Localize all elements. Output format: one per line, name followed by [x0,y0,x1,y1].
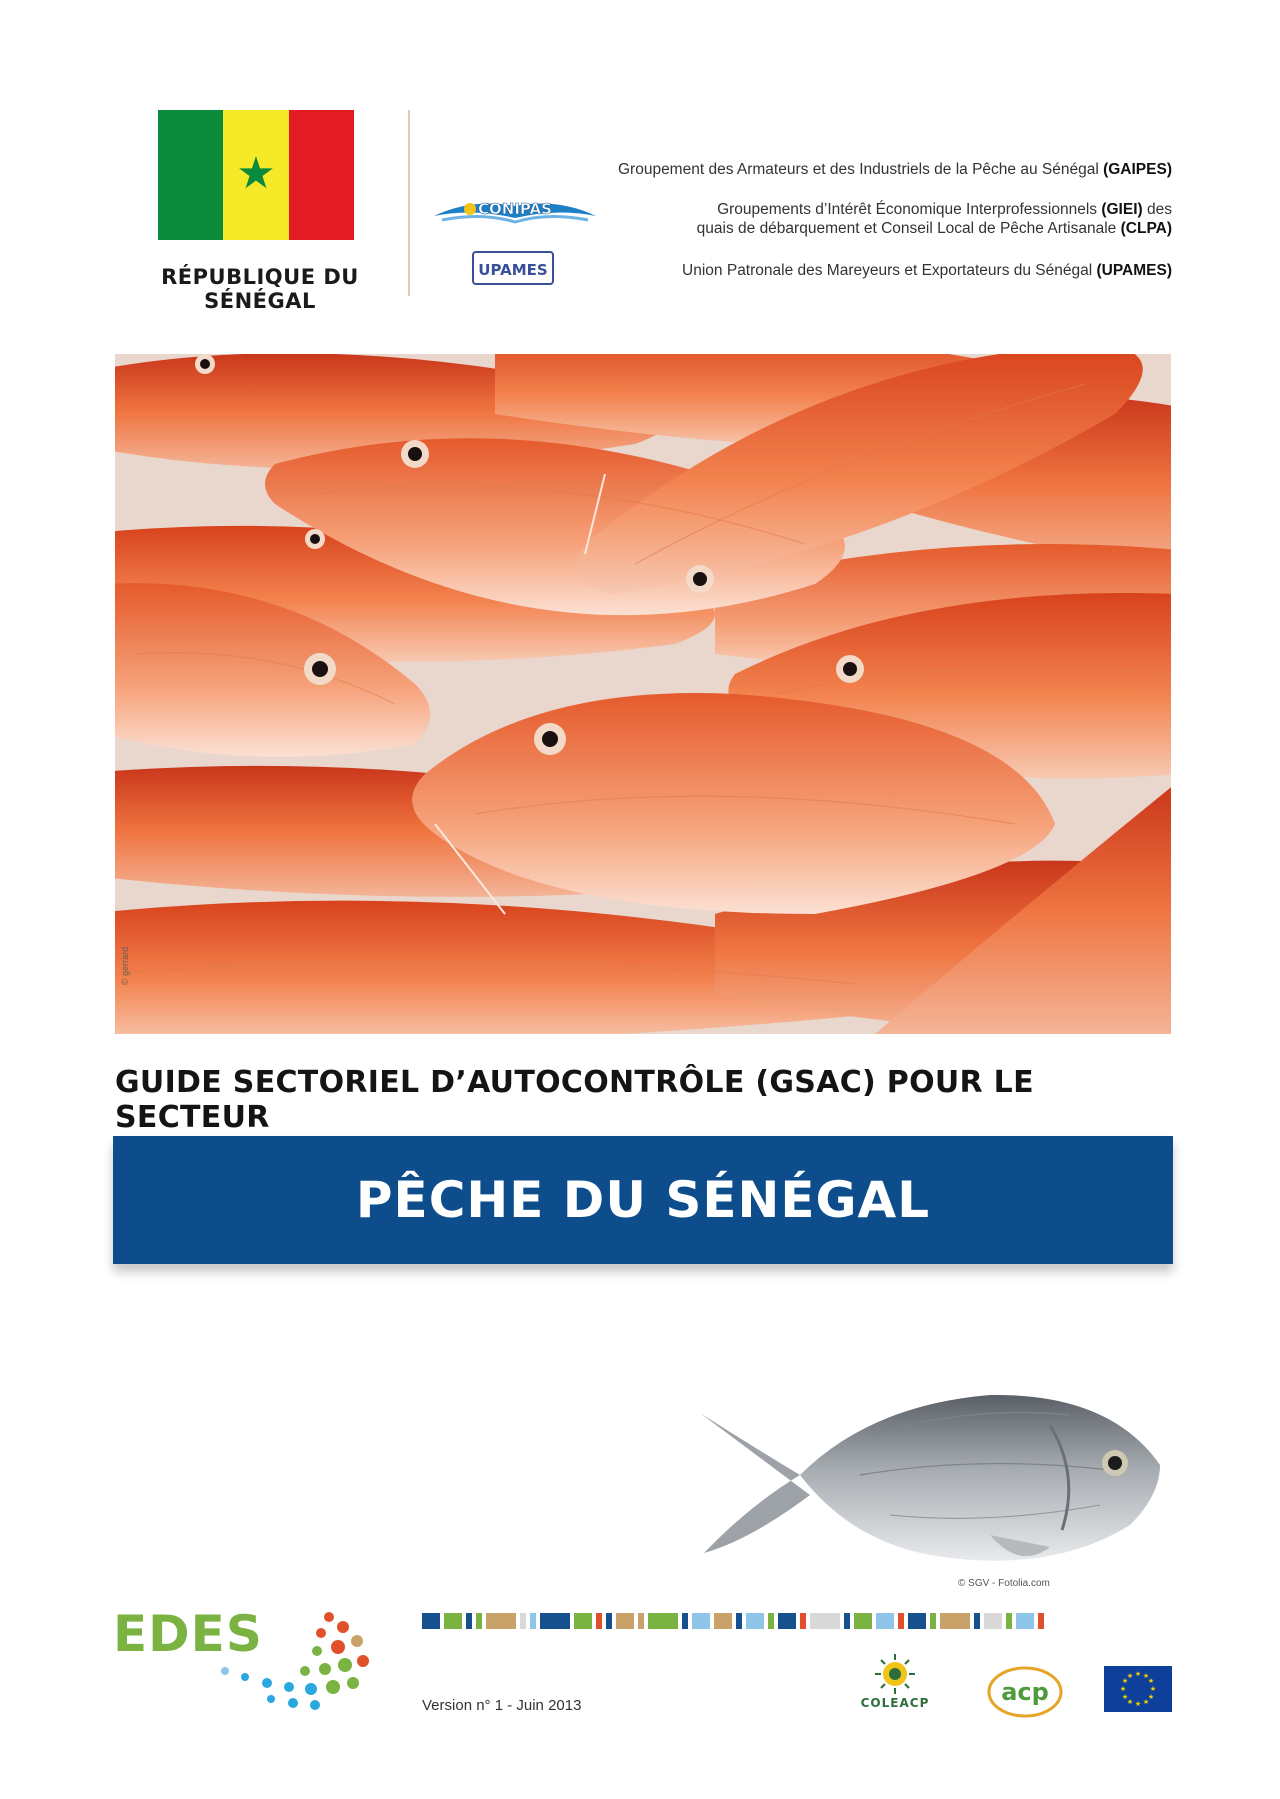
coleacp-logo [845,1652,945,1712]
stripe-segment [854,1613,872,1629]
stripe-segment [1016,1613,1034,1629]
photo-credit: © gerrard [120,946,130,985]
coleacp-label: COLEACP [860,1696,930,1710]
stripe-segment [530,1613,536,1629]
version-text: Version n° 1 - Juin 2013 [422,1697,582,1714]
red-mullet-fish-photo [115,354,1171,1034]
stripe-segment [606,1613,612,1629]
stripe-segment [974,1613,980,1629]
stripe-segment [466,1613,472,1629]
eu-stars-icon [1104,1666,1172,1712]
senegal-flag [158,110,354,240]
svg-text:★: ★ [1149,1685,1157,1693]
stripe-segment [930,1613,936,1629]
stripe-segment [692,1613,710,1629]
org-gaipes: Groupement des Armateurs et des Industriels de la Pêche au Sénégal (GAIPES) [617,161,1172,178]
stripe-segment [984,1613,1002,1629]
svg-text:★: ★ [1134,1700,1142,1708]
stripe-segment [876,1613,894,1629]
stripe-segment [1038,1613,1044,1629]
svg-text:★: ★ [1142,1672,1150,1680]
edes-dots-icon [113,1605,383,1715]
guide-title: GUIDE SECTORIEL D’AUTOCONTRÔLE (GSAC) POUR LE SECTEUR [115,1065,1034,1135]
flag-star-icon: ★ [236,149,276,199]
conipas-logo [432,192,598,234]
title-banner [113,1136,1173,1264]
stripe-segment [682,1613,688,1629]
banner-title: PÊCHE DU SÉNÉGAL [355,1171,931,1229]
svg-text:★: ★ [1121,1693,1129,1701]
flag-band-green [158,110,223,240]
stripe-segment [476,1613,482,1629]
upames-logo [471,248,555,288]
stripe-segment [616,1613,634,1629]
eu-flag [1104,1666,1172,1712]
svg-text:★: ★ [1121,1677,1129,1685]
svg-text:★: ★ [1147,1693,1155,1701]
svg-text:acp: acp [1001,1678,1049,1706]
org-giei-clpa: Groupements d’Intérêt Économique Interprofessionnels (GIEI) des quais de débarquement et Conseil Local de Pêche Artisanale (CLPA) [696,201,1172,237]
stripe-segment [768,1613,774,1629]
stripe-segment [778,1613,796,1629]
svg-text:★: ★ [1134,1670,1142,1678]
stripe-segment [648,1613,678,1629]
svg-text:★: ★ [1147,1677,1155,1685]
stripe-segment [422,1613,440,1629]
svg-text:UPAMES: UPAMES [478,261,548,279]
stripe-segment [596,1613,602,1629]
stripe-segment [540,1613,570,1629]
svg-text:★: ★ [1119,1685,1127,1693]
stripe-segment [520,1613,526,1629]
svg-text:CONIPAS: CONIPAS [478,200,552,218]
stripe-segment [844,1613,850,1629]
flag-band-red [289,110,354,240]
country-name: RÉPUBLIQUE DU SÉNÉGAL [161,265,359,313]
stripe-segment [898,1613,904,1629]
stripe-segment [638,1613,644,1629]
edes-logo [113,1605,383,1715]
stripe-segment [736,1613,742,1629]
coleacp-sun-icon [845,1652,945,1696]
org-upames: Union Patronale des Mareyeurs et Exportateurs du Sénégal (UPAMES) [682,262,1172,279]
stripe-segment [574,1613,592,1629]
stripe-segment [810,1613,840,1629]
stripe-segment [1006,1613,1012,1629]
svg-text:★: ★ [1126,1698,1134,1706]
stripe-segment [444,1613,462,1629]
edes-wordmark: EDES [113,1605,263,1663]
acp-logo [985,1664,1065,1720]
stripe-segment [746,1613,764,1629]
svg-text:★: ★ [1142,1698,1150,1706]
stripe-segment [714,1613,732,1629]
color-stripe [422,1613,1174,1629]
stripe-segment [486,1613,516,1629]
stripe-segment [940,1613,970,1629]
stripe-segment [908,1613,926,1629]
svg-text:★: ★ [1126,1672,1134,1680]
sea-bream-fish-image [690,1375,1170,1575]
stripe-segment [800,1613,806,1629]
fish-credit: © SGV - Fotolia.com [958,1578,1050,1589]
header-divider [408,110,410,296]
